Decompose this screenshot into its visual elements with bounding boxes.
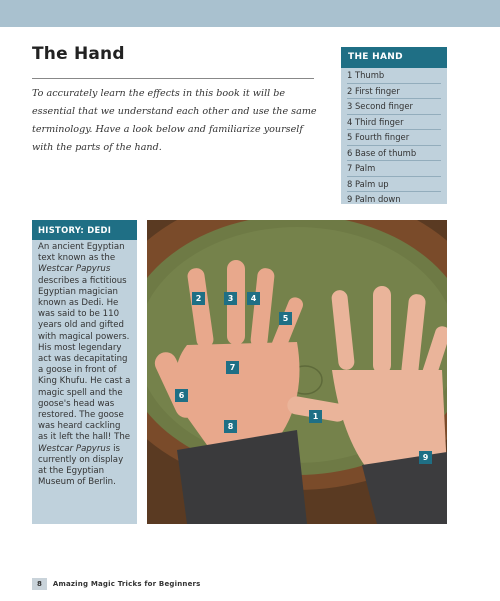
- label-badge-base-of-thumb: 6: [175, 389, 188, 402]
- hand-part-item: 4 Third finger: [347, 115, 441, 131]
- label-badge-palm-down: 9: [419, 451, 432, 464]
- hand-part-item: 8 Palm up: [347, 177, 441, 193]
- hand-part-item: 3 Second finger: [347, 99, 441, 115]
- page-title: The Hand: [32, 44, 125, 64]
- hand-parts-list: [341, 68, 447, 207]
- label-badge-second-finger: 3: [224, 292, 237, 305]
- label-badge-third-finger: 4: [247, 292, 260, 305]
- label-badge-first-finger: 2: [192, 292, 205, 305]
- intro-paragraph: To accurately learn the effects in this book it will be essential that we understand each other and use the same terminology. Have a look below and familiarize yourself with the parts of the hand.: [32, 88, 317, 153]
- history-sidebar: [32, 220, 137, 524]
- hand-part-item: 7 Palm: [347, 161, 441, 177]
- history-text-part: describes a fictitious Egyptian magician known as Dedi. He was said to be 110 years old and gifted with magical powers. His most legendary act was decapitating a goose in front of King Khufu. He cast a magic spell and the goose's head was restored. The goose was heard cackling as it left the hall! The: [38, 275, 131, 443]
- hands-illustration: [147, 220, 447, 524]
- hand-part-item: 6 Base of thumb: [347, 146, 441, 162]
- hands-photo: [147, 220, 447, 524]
- history-text-italic: Westcar Papyrus: [38, 264, 111, 275]
- history-text: [32, 240, 137, 488]
- book-title: Amazing Magic Tricks for Beginners: [52, 580, 201, 588]
- history-text-italic: Westcar Papyrus: [38, 443, 111, 454]
- top-color-band: [0, 0, 500, 27]
- label-badge-fourth-finger: 5: [279, 312, 292, 325]
- page-footer: [32, 578, 201, 590]
- label-badge-thumb: 1: [309, 410, 322, 423]
- history-heading: HISTORY: DEDI: [32, 220, 137, 240]
- page-number: 8: [32, 578, 47, 590]
- hand-part-item: 5 Fourth finger: [347, 130, 441, 146]
- title-divider: [32, 78, 314, 79]
- label-badge-palm: 7: [226, 361, 239, 374]
- hand-part-item: 9 Palm down: [347, 194, 401, 204]
- hand-part-item: 1 Thumb: [347, 68, 441, 84]
- history-text-part: An ancient Egyptian text known as the: [38, 242, 125, 264]
- hand-parts-heading: THE HAND: [341, 47, 447, 68]
- hand-part-item: 2 First finger: [347, 84, 441, 100]
- history-text-part: is currently on display at the Egyptian Museum of Berlin.: [38, 443, 124, 488]
- label-badge-palm-up: 8: [224, 420, 237, 433]
- hand-parts-sidebar: [341, 47, 447, 204]
